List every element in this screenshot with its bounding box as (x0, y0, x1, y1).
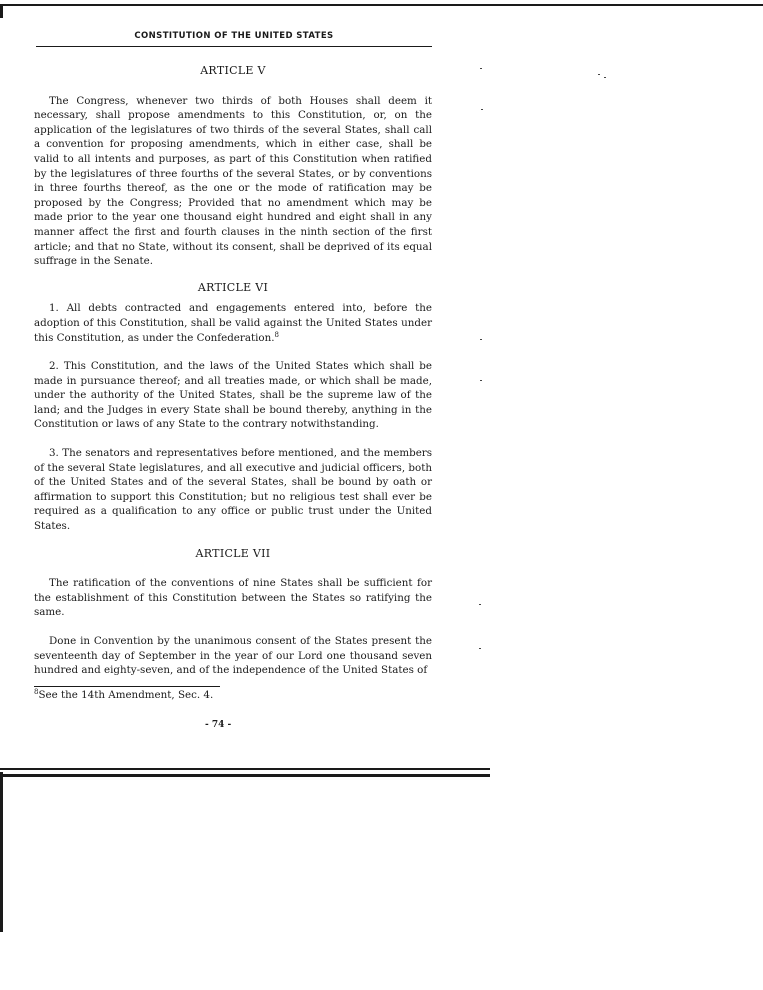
article-vii-heading: ARTICLE VII (195, 546, 271, 560)
article-vii-text: The ratification of the conventions of nine States shall be sufficient for the establishment of this Constitution between the States so ratifying the same. (34, 577, 432, 619)
scan-speck (479, 604, 481, 605)
scan-speck (480, 380, 482, 381)
scan-border-top (0, 4, 763, 6)
footnote-text: See the 14th Amendment, Sec. 4. (38, 689, 214, 701)
footnote-rule (34, 686, 220, 687)
article-vi-heading: ARTICLE VI (197, 280, 269, 294)
page-body (34, 64, 432, 678)
running-head: CONSTITUTION OF THE UNITED STATES (36, 31, 432, 47)
article-v-text: The Congress, whenever two thirds of both Houses shall deem it necessary, shall propose amendments to this Constitution, or, on the application of the legislatures of two thirds of the several States, shall call a convention for proposing amendments, which in either case, shall be valid to all intents and purposes, as part of this Constitution when ratified by the legislatures of three fourths of the several States, or by conventions in three fourths thereof, as the one or the mode of ratification may be proposed by the Congress; Provided that no amendment which may be made prior to the year one thousand eight hundred and eight shall in any manner affect the first and fourth clauses in the ninth section of the first article; and that no State, without its consent, shall be deprived of its equal suffrage in the Senate. (34, 94, 432, 268)
scan-speck (480, 339, 482, 340)
article-vi-clause-1-text: 1. All debts contracted and engagements entered into, before the adoption of this Constitution, shall be valid against the United States under this Constitution, as under the Confederation. (34, 302, 432, 344)
article-vi-clause-3: 3. The senators and representatives before mentioned, and the members of the several State legislatures, and all executive and judicial officers, both of the United States and of the several States, shall be bound by oath or affirmation to support this Constitution; but no religious test shall ever be required as a qualification to any office or public trust under the United States. (34, 447, 432, 533)
scan-rule-upper (0, 768, 490, 770)
scan-speck (598, 74, 600, 75)
scan-rule-lower (0, 774, 490, 777)
scan-speck (604, 77, 606, 78)
scan-speck (480, 68, 482, 69)
article-vi-clause-2: 2. This Constitution, and the laws of the United States which shall be made in pursuance thereof; and all treaties made, or which shall be made, under the authority of the United States, shall be the supreme law of the land; and the Judges in every State shall be bound thereby, anything in the Constitution or laws of any State to the contrary notwithstanding. (34, 360, 432, 431)
page-number: - 74 - (205, 720, 232, 730)
article-v-heading: ARTICLE V (200, 64, 266, 77)
scan-speck (479, 648, 481, 649)
footnote-mark: 8 (34, 688, 39, 696)
footnote-reference: 8 (274, 330, 279, 339)
article-vi-clause-1 (34, 301, 432, 345)
done-in-convention-text: Done in Convention by the unanimous consent of the States present the seventeenth day of September in the year of our Lord one thousand seven hundred and eighty-seven, and of the independence of the United States of (34, 635, 432, 677)
scan-corner-edge (0, 772, 3, 932)
footnote (34, 688, 213, 702)
scan-speck (481, 109, 483, 110)
